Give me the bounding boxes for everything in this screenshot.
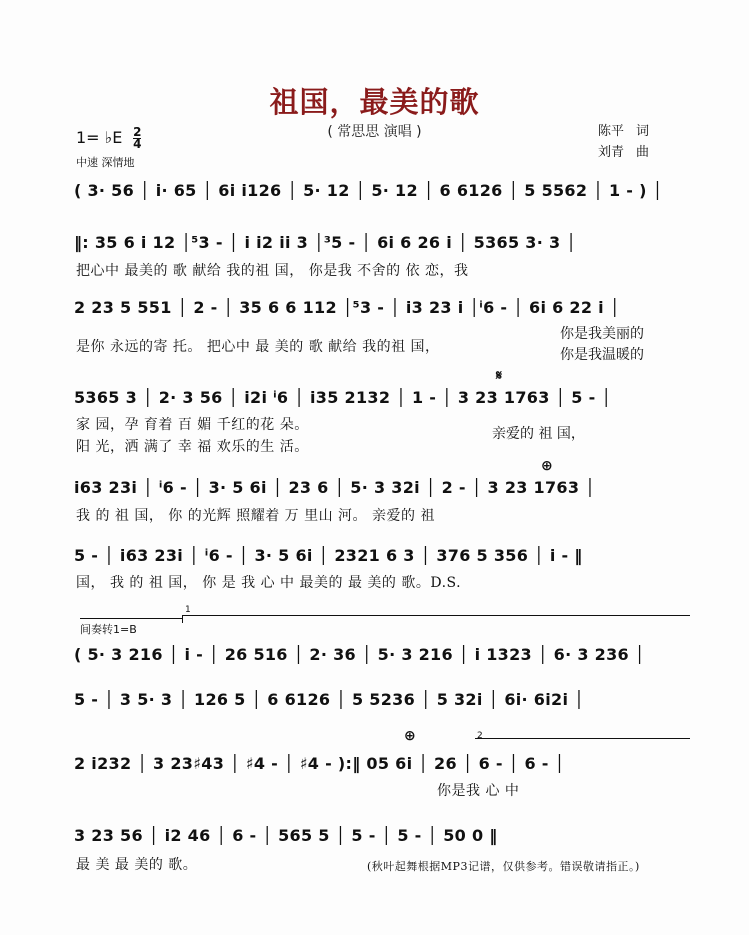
brace-line-1: 你是我美丽的	[560, 326, 644, 342]
staff-row-10: 3 23 56 │ i2 46 │ 6 - │ 565 5 │ 5 - │ 5 - │ 50 0 ‖	[74, 826, 498, 845]
volta-1-number: 1	[185, 605, 191, 615]
staff-row-2: ‖: 35 6 i 12 │⁵3 - │ i i2 ii 3 │³5 - │ 6i 6 26 i │ 5365 3· 3 │	[74, 233, 577, 252]
time-signature-top: 2	[133, 125, 142, 139]
tempo-marking: 中速 深情地	[76, 156, 135, 169]
staff-row-4: 5365 3 │ 2· 3 56 │ i2i ⁱ6 │ i35 2132 │ 1 - │ 3 23 1763 │ 5 - │	[74, 388, 612, 407]
volta-1-bracket	[182, 615, 690, 616]
lyric-row-10: 最 美 最 美的 歌。	[76, 857, 198, 873]
time-signature	[133, 127, 141, 150]
lyric-row-5: 我 的 祖 国， 你 的光辉 照耀着 万 里山 河。 亲爱的 祖	[76, 508, 435, 524]
segno-icon: 𝄋	[496, 368, 503, 384]
coda-icon-2: ⊕	[404, 728, 416, 744]
staff-row-7: ( 5· 3 216 │ i - │ 26 516 │ 2· 36 │ 5· 3 216 │ i 1323 │ 6· 3 236 │	[74, 645, 645, 664]
staff-row-9: 2 i232 │ 3 23♯43 │ ♯4 - │ ♯4 - ):‖ 05 6i │ 26 │ 6 - │ 6 - │	[74, 754, 565, 773]
staff-row-1: ( 3· 56 │ i· 65 │ 6i i126 │ 5· 12 │ 5· 12 │ 6 6126 │ 5 5562 │ 1 - ) │	[74, 181, 663, 200]
coda-icon: ⊕	[541, 458, 553, 474]
staff-row-3: 2 23 5 551 │ 2 - │ 35 6 6 112 │⁵3 - │ i3 23 i │ⁱ6 - │ 6i 6 22 i │	[74, 298, 620, 317]
lyric-row-2: 把心中 最美的 歌 献给 我的祖 国， 你是我 不舍的 依 恋，我	[76, 263, 469, 279]
brace-line-2: 你是我温暖的	[560, 347, 644, 363]
lyric-row-9: 你是我 心 中	[437, 783, 520, 799]
lyric-row-3: 是你 永远的寄 托。 把心中 最 美的 歌 献给 我的祖 国，	[76, 339, 440, 355]
time-signature-bottom: 4	[133, 137, 142, 151]
performer: ( 常思思 演唱 )	[327, 124, 422, 140]
staff-row-8: 5 - │ 3 5· 3 │ 126 5 │ 6 6126 │ 5 5236 │ 5 32i │ 6i· 6i2i │	[74, 690, 585, 709]
key-signature: 1= ♭E	[76, 128, 123, 147]
brace-lyric-right	[560, 324, 644, 366]
staff-row-5: i63 23i │ ⁱ6 - │ 3· 5 6i │ 23 6 │ 5· 3 32i │ 2 - │ 3 23 1763 │	[74, 478, 596, 497]
key-signature-block	[76, 127, 141, 170]
staff-row-6: 5 - │ i63 23i │ ⁱ6 - │ 3· 5 6i │ 2321 6 3 │ 376 5 356 │ i - ‖	[74, 546, 583, 565]
volta-1-tick	[182, 615, 183, 623]
transcriber-note: (秋叶起舞根据MP3记谱，仅供参考。错误敬请指正。)	[367, 860, 640, 873]
lyricist-name: 陈平	[598, 124, 625, 139]
interlude-label: 间奏转1=B	[80, 618, 182, 637]
lyric-row-4b: 阳 光，洒 满了 幸 福 欢乐的生 活。	[76, 439, 309, 455]
credits	[598, 121, 649, 163]
brace-refrain: 亲爱的 祖 国，	[492, 426, 585, 442]
song-title: 祖国，最美的歌	[269, 85, 480, 119]
volta-2-number: 2	[477, 731, 483, 741]
lyric-row-6: 国， 我 的 祖 国， 你 是 我 心 中 最美的 最 美的 歌。D.S.	[76, 575, 462, 591]
composer-name: 刘青	[598, 145, 625, 160]
lyric-row-4a: 家 园，孕 育着 百 媚 千红的花 朵。	[76, 417, 309, 433]
volta-2-bracket	[475, 738, 690, 739]
composer-role: 曲	[636, 145, 650, 160]
lyricist-role: 词	[636, 124, 650, 139]
